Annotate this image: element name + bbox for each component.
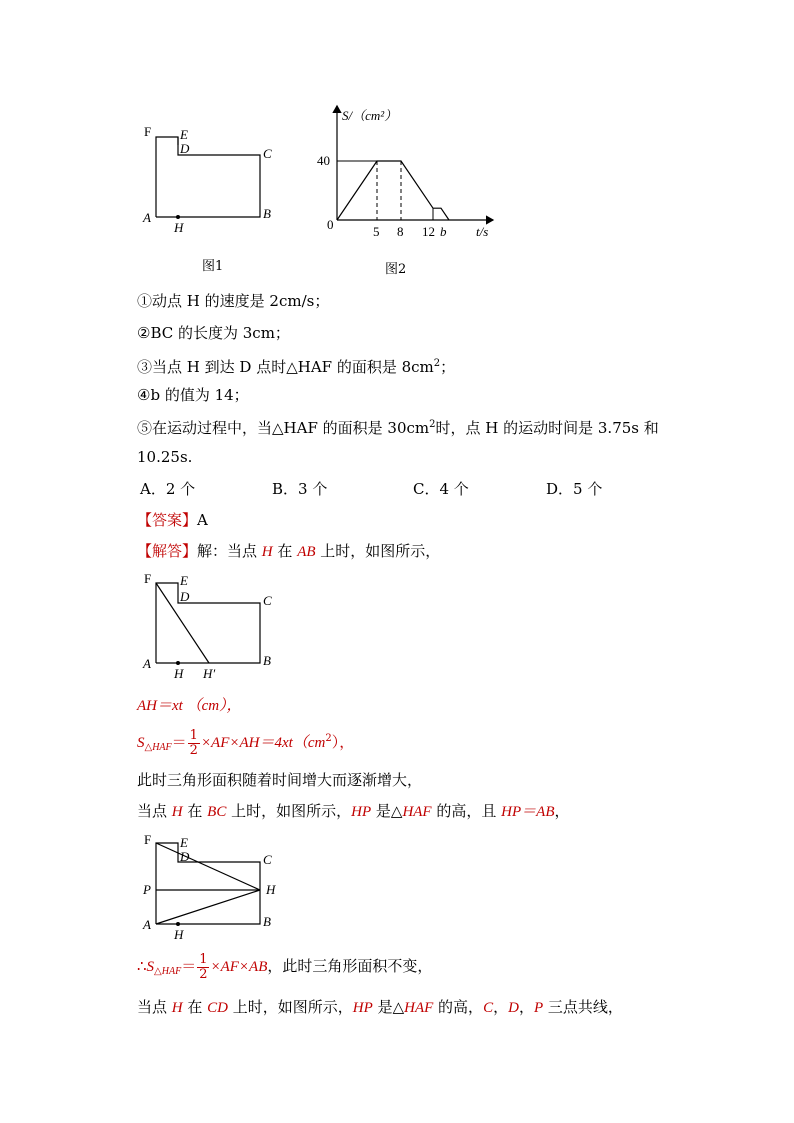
cd-h: H [171, 1000, 183, 1016]
eq2-s: S [137, 735, 145, 751]
statement-3-sup: 2 [433, 358, 441, 369]
cd-p3: 上时，如图所示， [228, 998, 353, 1016]
point-h-dot [176, 922, 180, 926]
label-d: D [180, 849, 190, 864]
origin-label: 0 [327, 217, 334, 232]
circle-num-1: ① [137, 292, 153, 310]
bc-p2: 在 [182, 802, 208, 820]
eq3-rest: ×AF×AB [210, 959, 268, 975]
line-cd-case [137, 997, 623, 1018]
figure-1-caption: 图1 [202, 259, 224, 274]
label-c: C [263, 593, 272, 608]
y-axis-label: S/（cm²） [342, 108, 398, 123]
statement-2 [137, 323, 290, 343]
intro-suffix: 上时，如图所示， [315, 542, 441, 560]
option-d: D．5 个 [546, 480, 603, 498]
eq2-rest: ×AF×AH＝4xt（cm [200, 735, 326, 751]
intro-h: H [261, 544, 273, 560]
eq3-tail: ，此时三角形面积不变， [267, 957, 433, 975]
cd-cd: CD [207, 1000, 229, 1016]
eq3-sub: △HAF [154, 966, 182, 977]
label-d: D [180, 589, 190, 604]
label-f: F [144, 832, 152, 847]
solution-intro [137, 541, 440, 562]
intro-mid: 在 [272, 542, 298, 560]
frac-den: 2 [189, 742, 198, 758]
cd-p: P [533, 1000, 544, 1016]
statement-3-text-b: ； [440, 358, 456, 376]
figure-2-chart [315, 98, 505, 243]
cd-p7: ， [518, 998, 534, 1016]
label-a: A [143, 917, 151, 932]
circle-num-5: ⑤ [137, 419, 153, 437]
statement-3 [137, 354, 455, 377]
bc-p6: ， [554, 802, 570, 820]
cd-haf: HAF [404, 1000, 434, 1016]
statement-5-line2: 10.25s. [137, 448, 193, 466]
circle-num-4: ④ [137, 386, 151, 404]
cd-c: C [483, 1000, 494, 1016]
answer-value: A [197, 511, 208, 529]
eq2-eq: ＝ [171, 733, 187, 751]
eq3-s: S [146, 959, 155, 975]
figure-2-caption: 图2 [385, 262, 407, 277]
series-line [337, 161, 449, 220]
equation-area-2 [137, 949, 432, 989]
label-e: E [180, 835, 188, 850]
label-d: D [180, 141, 190, 156]
option-c: C．4 个 [413, 480, 469, 498]
circle-num-3: ③ [137, 358, 153, 376]
cd-p6: ， [493, 998, 509, 1016]
x-tick-8: 8 [397, 224, 404, 239]
statement-1-text: 动点 H 的速度是 2cm/s； [152, 292, 330, 310]
segment-f-h [156, 843, 260, 890]
label-h-bottom: H [174, 927, 184, 942]
x-tick-b: b [440, 224, 447, 239]
x-axis-label: t/s [476, 224, 489, 239]
eq3-eq: ＝ [181, 957, 197, 975]
eq2-sub: △HAF [144, 742, 172, 753]
figure-4-diagram [135, 828, 295, 946]
bc-bc: BC [207, 804, 227, 820]
statement-2-text: BC 的长度为 3cm； [150, 324, 290, 342]
cd-p4: 是△ [372, 998, 405, 1016]
x-tick-5: 5 [373, 224, 380, 239]
frac-num: 1 [189, 727, 198, 743]
bc-p4: 是△ [371, 802, 403, 820]
statement-4-text: b 的值为 14； [150, 386, 249, 404]
statement-5-text-a: 在运动过程中，当△HAF 的面积是 30cm [152, 419, 430, 437]
eq2-sup: 2 [325, 733, 332, 744]
label-f: F [144, 124, 152, 139]
line-bc-case [137, 801, 570, 822]
label-a: A [143, 656, 151, 671]
label-e: E [180, 127, 188, 142]
bc-p1: 当点 [137, 802, 172, 820]
statement-5-text-b: 时，点 H 的运动时间是 3.75s 和 [435, 419, 659, 437]
label-h: H [174, 666, 184, 681]
intro-ab: AB [297, 544, 316, 560]
cd-p2: 在 [182, 998, 208, 1016]
figure-3-diagram [135, 567, 285, 687]
cd-hp: HP [352, 1000, 373, 1016]
fraction-half-2 [197, 953, 209, 982]
cd-p8: 三点共线， [543, 998, 623, 1016]
label-b: B [263, 653, 271, 668]
figure-1-diagram [135, 120, 285, 245]
label-p: P [143, 882, 151, 897]
label-a: A [143, 210, 151, 225]
cd-p1: 当点 [137, 998, 172, 1016]
label-f: F [144, 571, 152, 586]
label-b: B [263, 206, 271, 221]
point-h-dot [176, 661, 180, 665]
bc-p3: 上时，如图所示， [226, 802, 352, 820]
statement-1 [137, 291, 329, 311]
label-h-right: H [266, 882, 276, 897]
intro-prefix: 解：当点 [197, 542, 262, 560]
segment-a-h [156, 890, 260, 924]
bc-h: H [171, 804, 183, 820]
statement-3-text-a: 当点 H 到达 D 点时△HAF 的面积是 8cm [152, 358, 434, 376]
equation-ah: AH＝xt （cm）， [137, 698, 242, 714]
solution-tag: 【解答】 [137, 542, 198, 560]
equation-area-1 [137, 722, 354, 765]
bc-p5: 的高，且 [431, 802, 502, 820]
label-h: H [174, 220, 184, 235]
statement-5-sup: 2 [429, 419, 436, 430]
bc-eq: HP＝AB [501, 804, 555, 820]
cd-p5: 的高， [433, 998, 484, 1016]
point-h-dot [176, 215, 180, 219]
label-h-prime: H′ [203, 666, 216, 681]
bc-haf: HAF [402, 804, 432, 820]
frac2-den: 2 [199, 966, 208, 982]
cd-d: D [508, 1000, 519, 1016]
eq3-therefore: ∴ [137, 957, 147, 975]
answer-line [137, 510, 208, 530]
label-c: C [263, 146, 272, 161]
fraction-half [188, 729, 200, 758]
option-a: A．2 个 [140, 480, 196, 498]
eq2-end: ）， [331, 733, 355, 751]
statement-4 [137, 385, 249, 405]
label-b: B [263, 914, 271, 929]
bc-hp: HP [351, 804, 372, 820]
circle-num-2: ② [137, 324, 151, 342]
answer-tag: 【答案】 [137, 511, 198, 529]
frac2-num: 1 [199, 951, 208, 967]
x-tick-12: 12 [422, 224, 435, 239]
label-c: C [263, 852, 272, 867]
line-increase: 此时三角形面积随着时间增大而逐渐增大， [137, 771, 423, 789]
statement-5 [137, 415, 659, 438]
label-e: E [180, 573, 188, 588]
option-b: B．3 个 [272, 480, 328, 498]
y-tick-40: 40 [317, 153, 330, 168]
